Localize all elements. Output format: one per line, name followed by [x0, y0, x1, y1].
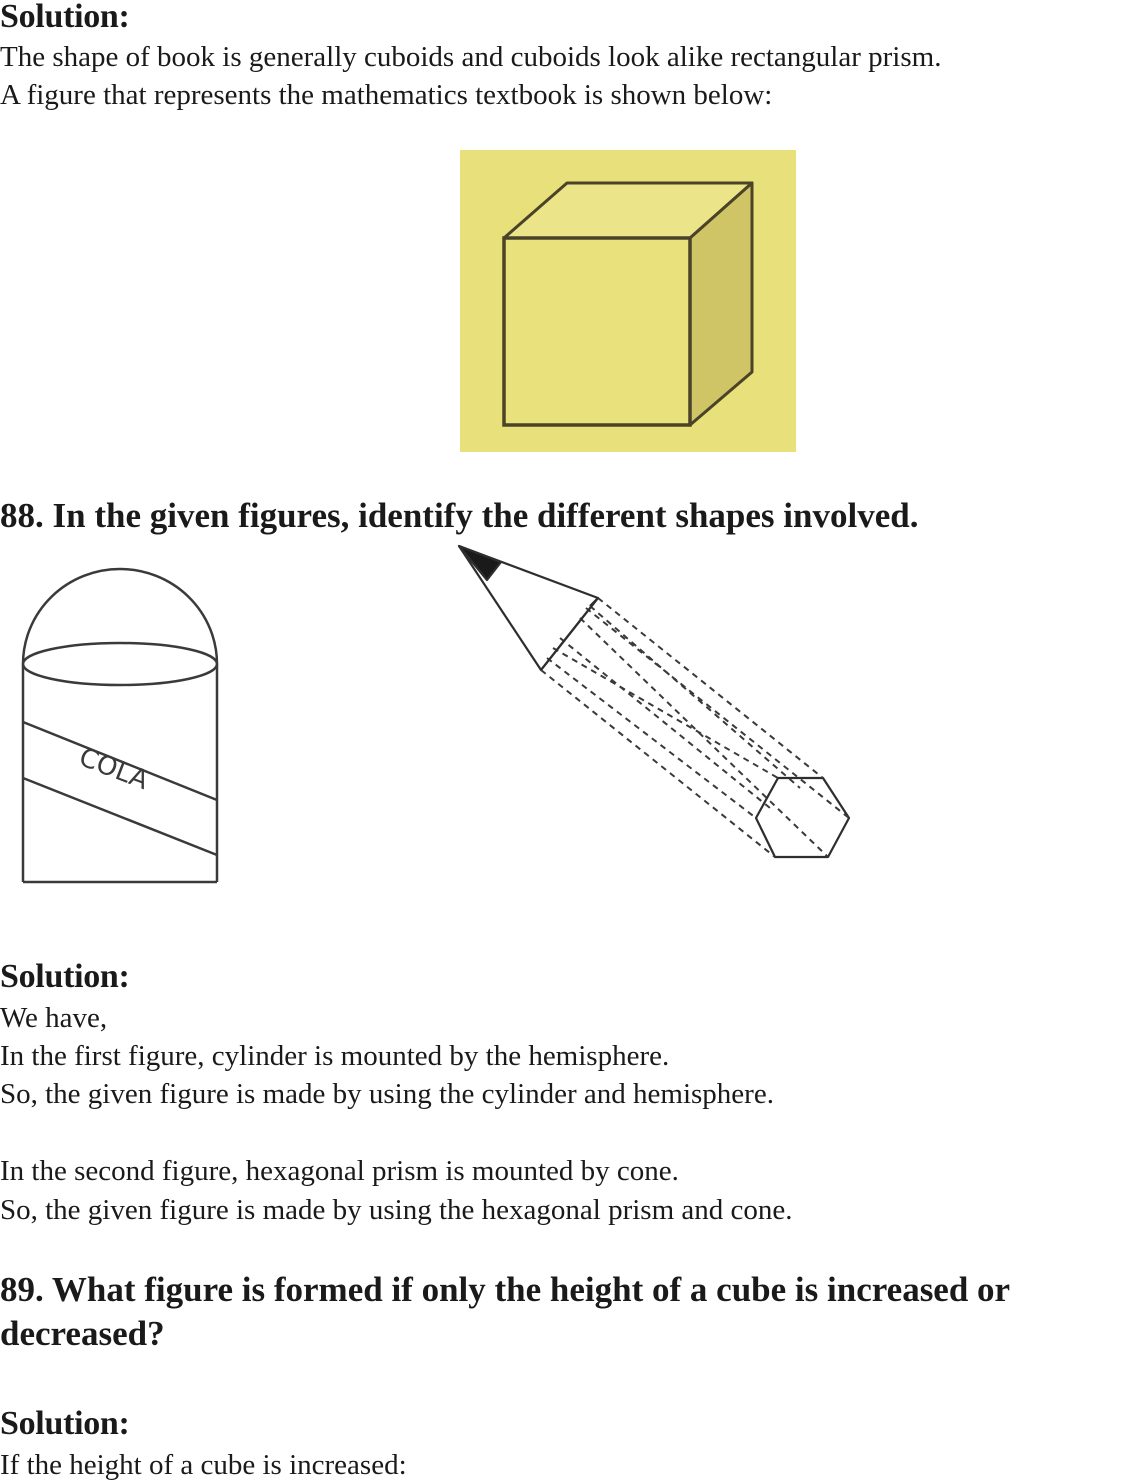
solution-heading: Solution:	[0, 1405, 130, 1442]
body-text: So, the given figure is made by using the hexagonal prism and cone.	[0, 1194, 793, 1226]
body-text: In the first figure, cylinder is mounted by the hemisphere.	[0, 1040, 670, 1072]
question-88-heading: 88. In the given figures, identify the different shapes involved.	[0, 496, 919, 535]
body-text: If the height of a cube is increased:	[0, 1449, 407, 1481]
body-text: The shape of book is generally cuboids and cuboids look alike rectangular prism.	[0, 41, 942, 73]
solution-heading: Solution:	[0, 958, 130, 995]
cube-illustration	[460, 150, 796, 452]
cylinder-hemisphere-illustration	[0, 545, 260, 895]
cone-hexagonal-prism-illustration	[440, 540, 870, 900]
cola-label: COLA	[74, 742, 153, 797]
cube-figure	[460, 150, 796, 452]
body-text: We have,	[0, 1002, 108, 1034]
body-text: In the second figure, hexagonal prism is mounted by cone.	[0, 1155, 679, 1187]
body-text: A figure that represents the mathematics textbook is shown below:	[0, 79, 773, 111]
body-text: So, the given figure is made by using the cylinder and hemisphere.	[0, 1078, 774, 1110]
cola-can-figure	[0, 545, 260, 895]
question-89-heading: 89. What figure is formed if only the height of a cube is increased or	[0, 1270, 1011, 1309]
solution-heading: Solution:	[0, 0, 130, 35]
pencil-figure	[440, 540, 870, 900]
question-89-heading-cont: decreased?	[0, 1314, 165, 1353]
